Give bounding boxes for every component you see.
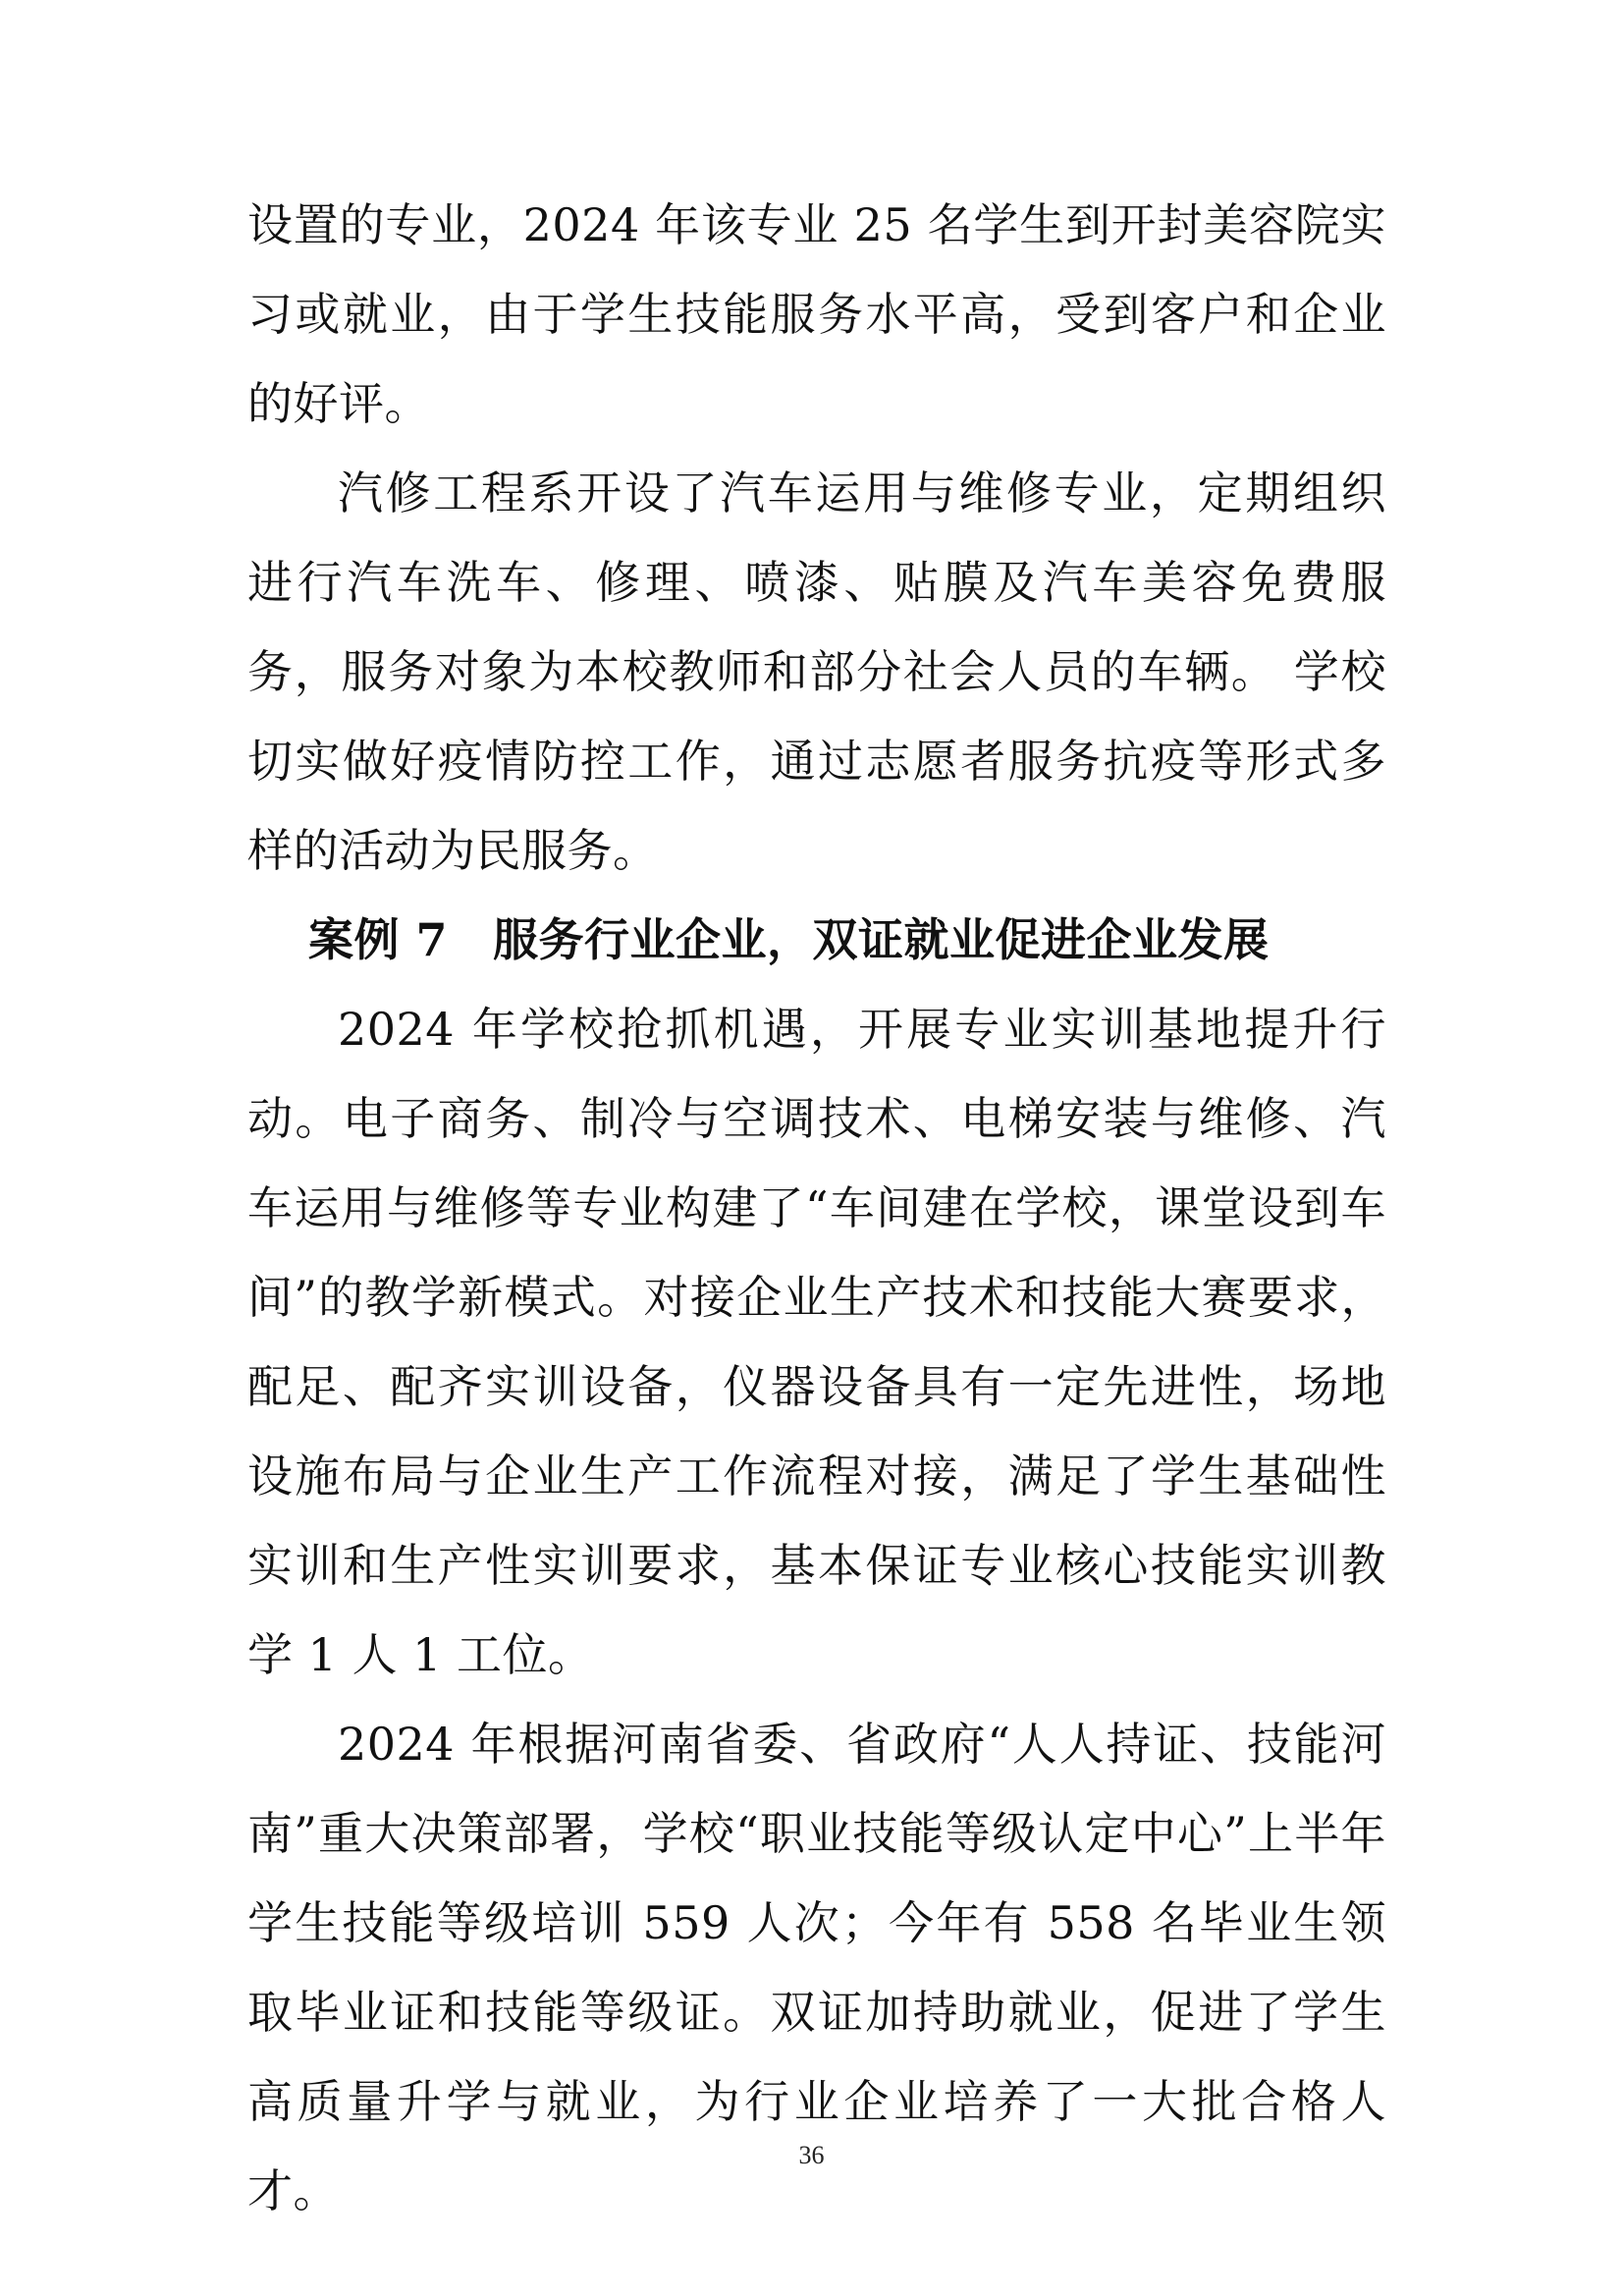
paragraph-dual-certificate: 2024 年根据河南省委、省政府“人人持证、技能河南”重大决策部署，学校“职业技能等级认定中心”上半年学生技能等级培训 559 人次；今年有 558 名毕业生领取毕业证和技能等级证。双证加持助就业，促进了学生高质量升学与就业，为行业企业培养了一大批合格人才。 xyxy=(247,1718,1386,2217)
case-label: 案例 7 xyxy=(308,913,449,966)
case-heading xyxy=(247,896,1386,985)
paragraph-auto-repair: 汽修工程系开设了汽车运用与维修专业，定期组织进行汽车洗车、修理、喷漆、贴膜及汽车美容免费服务，服务对象为本校教师和部分社会人员的车辆。 学校切实做好疫情防控工作，通过志愿者服务抗疫等形式多样的活动为民服务。 xyxy=(247,466,1386,877)
page-body xyxy=(247,181,1386,2236)
page-number: 36 xyxy=(798,2141,825,2169)
case-title: 服务行业企业，双证就业促进企业发展 xyxy=(493,913,1270,966)
paragraph-continued: 设置的专业，2024 年该专业 25 名学生到开封美容院实习或就业，由于学生技能服务水平高，受到客户和企业的好评。 xyxy=(247,198,1386,430)
paragraph-training-base: 2024 年学校抢抓机遇，开展专业实训基地提升行动。电子商务、制冷与空调技术、电梯安装与维修、汽车运用与维修等专业构建了“车间建在学校，课堂设到车间”的教学新模式。对接企业生产技术和技能大赛要求，配足、配齐实训设备，仪器设备具有一定先进性，场地设施布局与企业生产工作流程对接，满足了学生基础性实训和生产性实训要求，基本保证专业核心技能实训教学 1 人 1 工位。 xyxy=(247,1003,1386,1681)
